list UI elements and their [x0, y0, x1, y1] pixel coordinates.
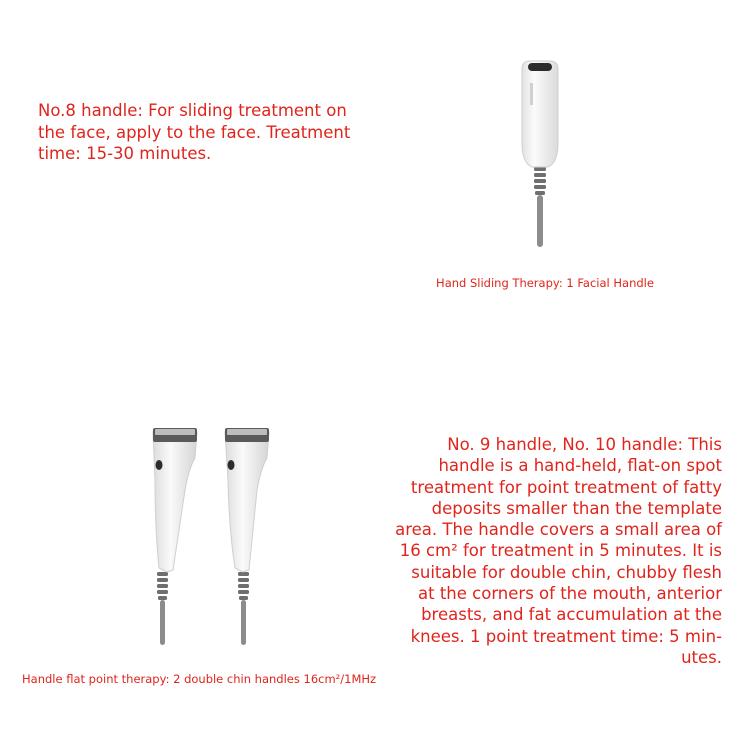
- handle-9-10-line: treatment for point treatment of fatty: [410, 477, 722, 497]
- chin-handles-caption: Handle flat point therapy: 2 double chin handles 16cm²/1MHz: [22, 672, 377, 686]
- handle-9-10-line: handle is a hand-held, flat-on spot: [438, 456, 722, 476]
- facial-handle-caption: Hand Sliding Therapy: 1 Facial Handle: [436, 276, 654, 290]
- facial-handle-image: [500, 55, 580, 250]
- double-chin-handles-image: [145, 420, 285, 650]
- handle-9-10-line: No. 9 handle, No. 10 handle: This: [447, 435, 722, 454]
- handle-9-10-line: at the corners of the mouth, anterior: [418, 584, 722, 604]
- handle-9-10-line: knees. 1 point treatment time: 5 min-: [410, 626, 722, 646]
- chin-handle-right: [225, 428, 269, 645]
- handle-9-10-line: utes.: [681, 647, 722, 667]
- handle-9-10-line: breasts, and fat accumulation at the: [421, 605, 722, 625]
- handle-8-line: time: 15-30 minutes.: [38, 144, 212, 163]
- handle-8-line: No.8 handle: For sliding treatment on: [38, 101, 347, 120]
- handle-9-10-description: [395, 434, 722, 668]
- handle-9-10-line: suitable for double chin, chubby flesh: [411, 562, 722, 582]
- handle-8-line: the face, apply to the face. Treatment: [38, 122, 351, 142]
- handle-9-10-line: area. The handle covers a small area of: [395, 520, 722, 540]
- handle-9-10-line: deposits smaller than the template: [431, 498, 722, 518]
- chin-handle-left: [153, 428, 197, 645]
- handle-9-10-line: 16 cm² for treatment in 5 minutes. It is: [399, 541, 722, 561]
- handle-8-description: [38, 100, 358, 165]
